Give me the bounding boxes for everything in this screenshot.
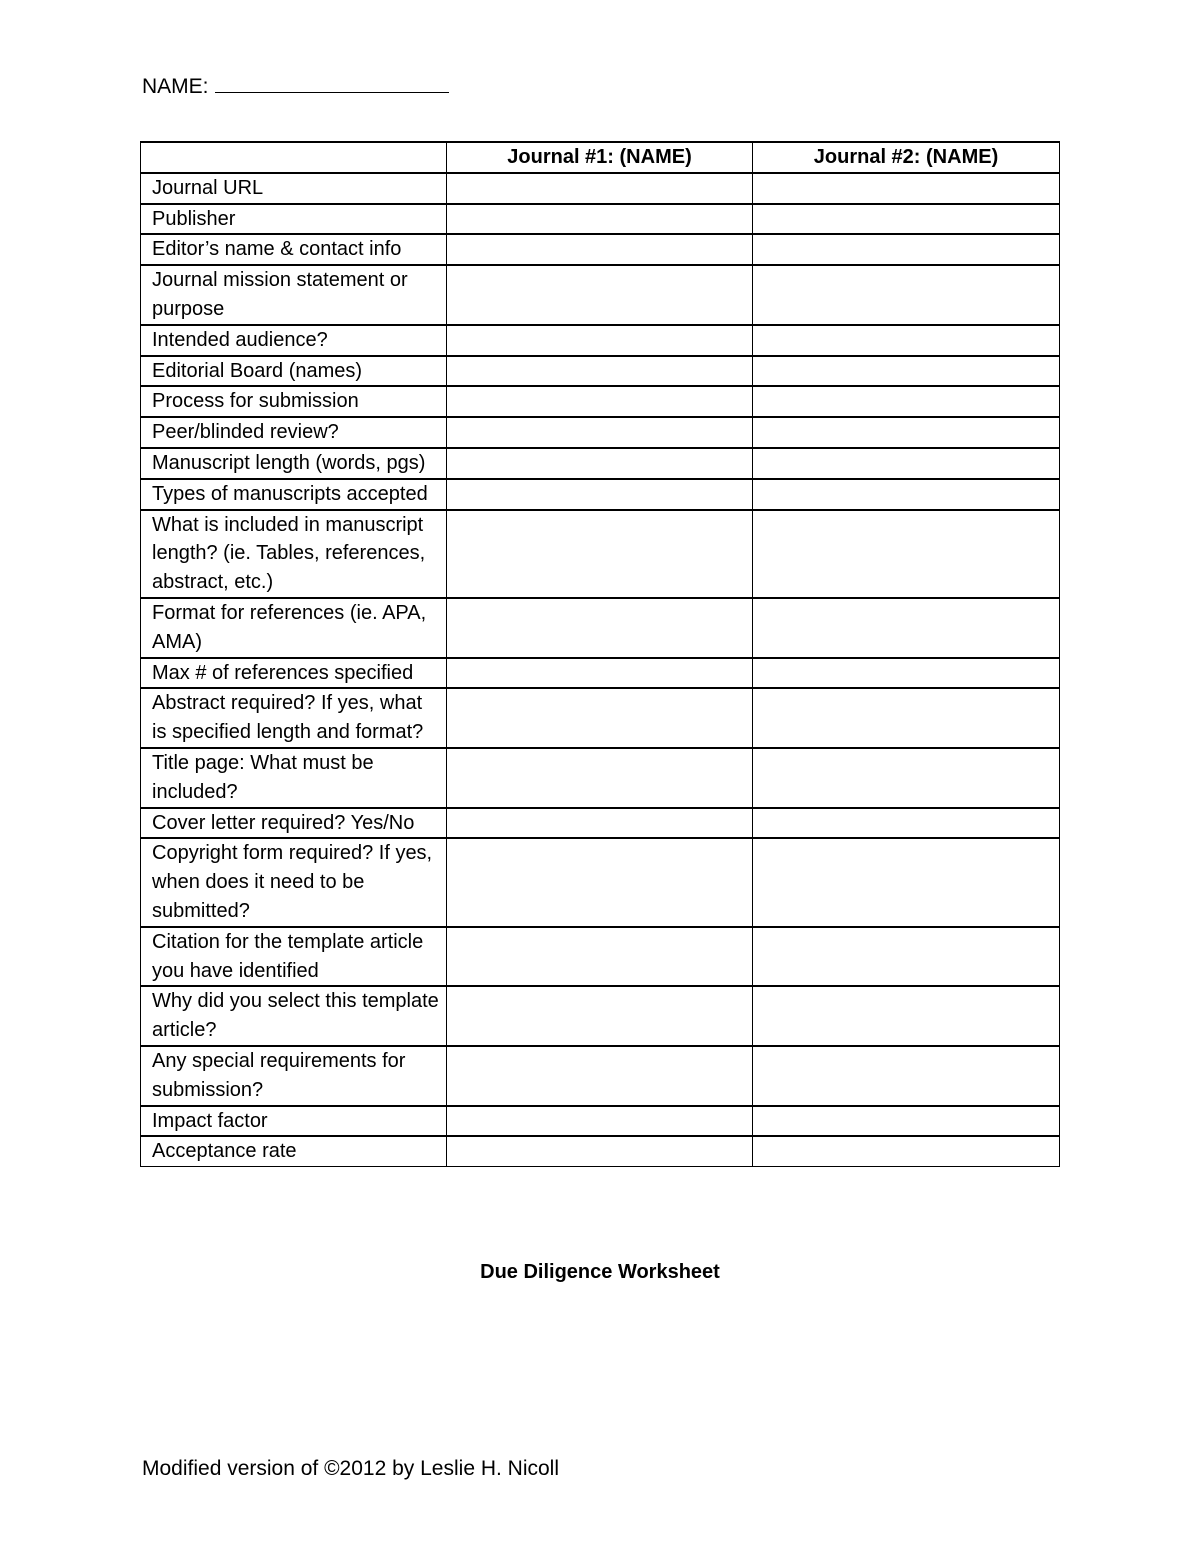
- row-label: Process for submission: [141, 386, 447, 417]
- table-row: [141, 265, 1060, 325]
- row-label: Publisher: [141, 204, 447, 235]
- journal-1-answer-cell[interactable]: [447, 1136, 753, 1166]
- name-blank-line[interactable]: [215, 72, 449, 93]
- journal-2-answer-cell[interactable]: [753, 479, 1060, 510]
- row-label: Any special requirements for submission?: [141, 1046, 447, 1106]
- journal-2-answer-cell[interactable]: [753, 356, 1060, 387]
- journal-2-answer-cell[interactable]: [753, 688, 1060, 748]
- row-label: Types of manuscripts accepted: [141, 479, 447, 510]
- row-label: What is included in manuscript length? (ie. Tables, references, abstract, etc.): [141, 510, 447, 598]
- table-row: [141, 838, 1060, 926]
- journal-2-answer-cell[interactable]: [753, 1106, 1060, 1137]
- row-label: Intended audience?: [141, 325, 447, 356]
- journal-1-answer-cell[interactable]: [447, 838, 753, 926]
- table-row: [141, 1136, 1060, 1166]
- journal-1-answer-cell[interactable]: [447, 417, 753, 448]
- journal-2-answer-cell[interactable]: [753, 417, 1060, 448]
- journal-1-answer-cell[interactable]: [447, 1106, 753, 1137]
- row-label: Impact factor: [141, 1106, 447, 1137]
- table-row: [141, 1106, 1060, 1137]
- row-label: Cover letter required? Yes/No: [141, 808, 447, 839]
- table-row: [141, 356, 1060, 387]
- row-label: Journal URL: [141, 173, 447, 204]
- journal-1-answer-cell[interactable]: [447, 386, 753, 417]
- journal-1-answer-cell[interactable]: [447, 688, 753, 748]
- table-row: [141, 479, 1060, 510]
- journal-1-answer-cell[interactable]: [447, 356, 753, 387]
- row-label: Format for references (ie. APA, AMA): [141, 598, 447, 658]
- table-row: [141, 448, 1060, 479]
- journal-2-answer-cell[interactable]: [753, 808, 1060, 839]
- journal-2-answer-cell[interactable]: [753, 234, 1060, 265]
- row-label: Acceptance rate: [141, 1136, 447, 1166]
- journal-1-answer-cell[interactable]: [447, 808, 753, 839]
- journal-2-answer-cell[interactable]: [753, 448, 1060, 479]
- journal-2-answer-cell[interactable]: [753, 658, 1060, 689]
- row-label: Citation for the template article you have identified: [141, 927, 447, 987]
- header-journal-1: Journal #1: (NAME): [447, 142, 753, 173]
- journal-1-answer-cell[interactable]: [447, 598, 753, 658]
- name-field: [142, 72, 449, 101]
- journal-2-answer-cell[interactable]: [753, 838, 1060, 926]
- table-row: [141, 748, 1060, 808]
- journal-1-answer-cell[interactable]: [447, 234, 753, 265]
- journal-1-answer-cell[interactable]: [447, 479, 753, 510]
- table-row: [141, 386, 1060, 417]
- journal-2-answer-cell[interactable]: [753, 325, 1060, 356]
- journal-1-answer-cell[interactable]: [447, 448, 753, 479]
- row-label: Editor’s name & contact info: [141, 234, 447, 265]
- table-header-row: [141, 142, 1060, 173]
- journal-1-answer-cell[interactable]: [447, 658, 753, 689]
- journal-2-answer-cell[interactable]: [753, 748, 1060, 808]
- due-diligence-table: [140, 141, 1060, 1167]
- journal-2-answer-cell[interactable]: [753, 1046, 1060, 1106]
- row-label: Why did you select this template article?: [141, 986, 447, 1046]
- journal-1-answer-cell[interactable]: [447, 1046, 753, 1106]
- table-row: [141, 658, 1060, 689]
- table-row: [141, 234, 1060, 265]
- journal-2-answer-cell[interactable]: [753, 386, 1060, 417]
- journal-2-answer-cell[interactable]: [753, 986, 1060, 1046]
- table-row: [141, 986, 1060, 1046]
- table-row: [141, 598, 1060, 658]
- journal-1-answer-cell[interactable]: [447, 173, 753, 204]
- table-row: [141, 325, 1060, 356]
- table-row: [141, 927, 1060, 987]
- journal-1-answer-cell[interactable]: [447, 325, 753, 356]
- row-label: Peer/blinded review?: [141, 417, 447, 448]
- journal-1-answer-cell[interactable]: [447, 986, 753, 1046]
- table-row: [141, 204, 1060, 235]
- journal-1-answer-cell[interactable]: [447, 748, 753, 808]
- table-row: [141, 688, 1060, 748]
- journal-2-answer-cell[interactable]: [753, 204, 1060, 235]
- journal-2-answer-cell[interactable]: [753, 1136, 1060, 1166]
- journal-2-answer-cell[interactable]: [753, 510, 1060, 598]
- journal-1-answer-cell[interactable]: [447, 265, 753, 325]
- row-label: Copyright form required? If yes, when does it need to be submitted?: [141, 838, 447, 926]
- row-label: Editorial Board (names): [141, 356, 447, 387]
- table-row: [141, 173, 1060, 204]
- header-journal-2: Journal #2: (NAME): [753, 142, 1060, 173]
- copyright-footer: Modified version of ©2012 by Leslie H. Nicoll: [142, 1457, 560, 1480]
- journal-1-answer-cell[interactable]: [447, 510, 753, 598]
- journal-1-answer-cell[interactable]: [447, 204, 753, 235]
- table-row: [141, 417, 1060, 448]
- name-label: NAME:: [142, 75, 209, 98]
- journal-2-answer-cell[interactable]: [753, 598, 1060, 658]
- row-label: Abstract required? If yes, what is specified length and format?: [141, 688, 447, 748]
- journal-2-answer-cell[interactable]: [753, 173, 1060, 204]
- journal-2-answer-cell[interactable]: [753, 265, 1060, 325]
- row-label: Max # of references specified: [141, 658, 447, 689]
- table-row: [141, 510, 1060, 598]
- header-empty-cell: [141, 142, 447, 173]
- row-label: Journal mission statement or purpose: [141, 265, 447, 325]
- table-body: [141, 173, 1060, 1167]
- table-row: [141, 808, 1060, 839]
- table-row: [141, 1046, 1060, 1106]
- row-label: Title page: What must be included?: [141, 748, 447, 808]
- journal-1-answer-cell[interactable]: [447, 927, 753, 987]
- worksheet-caption: Due Diligence Worksheet: [480, 1261, 720, 1283]
- row-label: Manuscript length (words, pgs): [141, 448, 447, 479]
- journal-2-answer-cell[interactable]: [753, 927, 1060, 987]
